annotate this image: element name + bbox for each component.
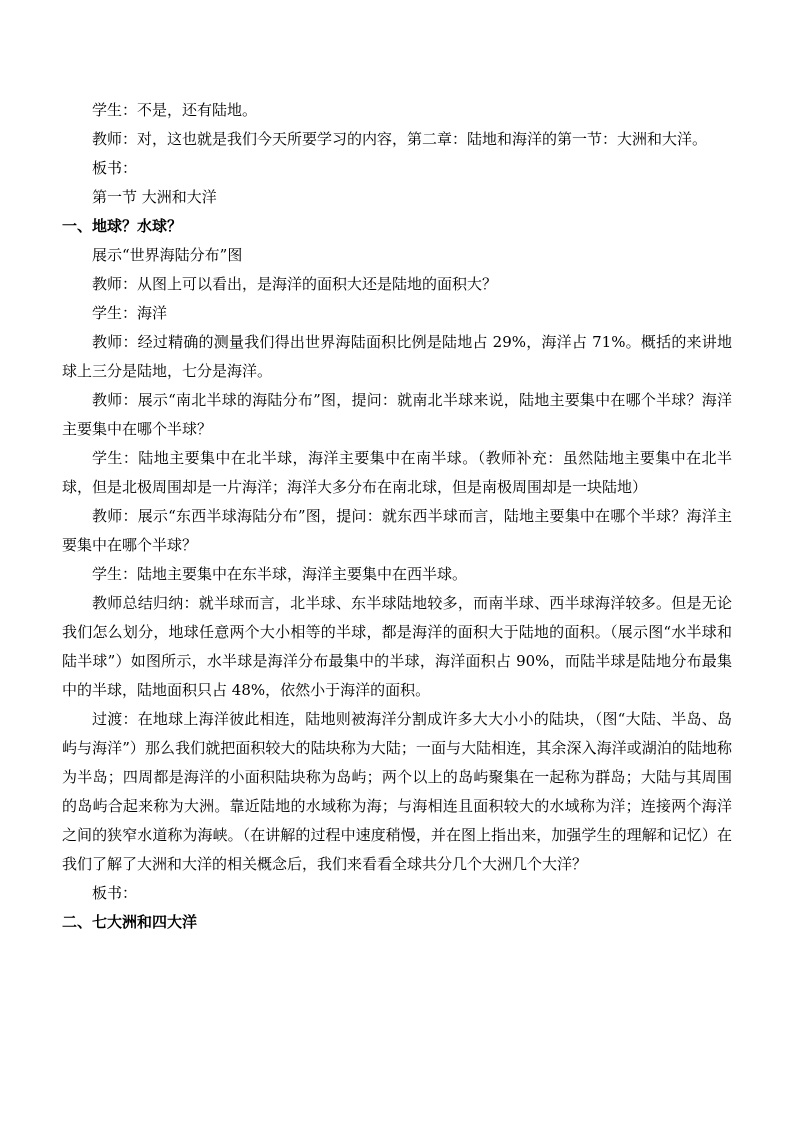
paragraph-teacher-intro: 教师：对，这也就是我们今天所要学习的内容，第二章：陆地和海洋的第一节：大洲和大洋。	[92, 130, 708, 148]
paragraph-teacher-ratio: 教师：经过精确的测量我们得出世界海陆面积比例是陆地占 29%，海洋占 71%。概括的来讲地球上三分是陆地，七分是海洋。	[62, 333, 732, 380]
paragraph-student-reply-1: 学生：不是，还有陆地。	[92, 101, 258, 119]
document-body	[62, 96, 732, 937]
paragraph-student-north-south: 学生：陆地主要集中在北半球，海洋主要集中在南半球。（教师补充：虽然陆地主要集中在北半球，但是北极周围却是一片海洋；海洋大多分布在南北球，但是南极周围却是一块陆地）	[62, 449, 732, 496]
paragraph-student-east-west: 学生：陆地主要集中在东半球，海洋主要集中在西半球。	[92, 565, 468, 583]
paragraph-board-label-2: 板书：	[92, 884, 138, 902]
paragraph-transition: 过渡：在地球上海洋彼此相连，陆地则被海洋分割成许多大大小小的陆块，（图“大陆、半岛、岛屿与海洋”）那么我们就把面积较大的陆块称为大陆；一面与大陆相连，其余深入海洋或湖泊的陆地称为半岛；四周都是海洋的小面积陆块称为岛屿；两个以上的岛屿聚集在一起称为群岛；大陆与其周围的岛屿合起来称为大洲。靠近陆地的水域称为海；与海相连且面积较大的水域称为洋；连接两个海洋之间的狭窄水道称为海峡。（在讲解的过程中速度稍慢，并在图上指出来，加强学生的理解和记忆）在我们了解了大洲和大洋的相关概念后，我们来看看全球共分几个大洲几个大洋？	[62, 710, 732, 873]
paragraph-show-map: 展示“世界海陆分布”图	[92, 246, 243, 264]
paragraph-teacher-question: 教师：从图上可以看出，是海洋的面积大还是陆地的面积大？	[92, 275, 498, 293]
paragraph-board-label-1: 板书：	[92, 159, 138, 177]
heading-section-one: 一、地球？水球？	[62, 217, 183, 235]
paragraph-teacher-summary: 教师总结归纳：就半球而言，北半球、东半球陆地较多，而南半球、西半球海洋较多。但是无论我们怎么划分，地球任意两个大小相等的半球，都是海洋的面积大于陆地的面积。（展示图“水半球和陆半球”）如图所示，水半球是海洋分布最集中的半球，海洋面积占 90%，而陆半球是陆地分布最集中的半球，陆地面积只占 48%，依然小于海洋的面积。	[62, 594, 732, 699]
paragraph-section-title: 第一节 大洲和大洋	[92, 188, 217, 206]
heading-section-two: 二、七大洲和四大洋	[62, 913, 198, 931]
paragraph-teacher-north-south: 教师：展示“南北半球的海陆分布”图，提问：就南北半球来说，陆地主要集中在哪个半球？海洋主要集中在哪个半球？	[62, 391, 732, 438]
paragraph-teacher-east-west: 教师：展示“东西半球海陆分布”图，提问：就东西半球而言，陆地主要集中在哪个半球？海洋主要集中在哪个半球？	[62, 507, 732, 554]
paragraph-student-answer-ocean: 学生：海洋	[92, 304, 168, 322]
